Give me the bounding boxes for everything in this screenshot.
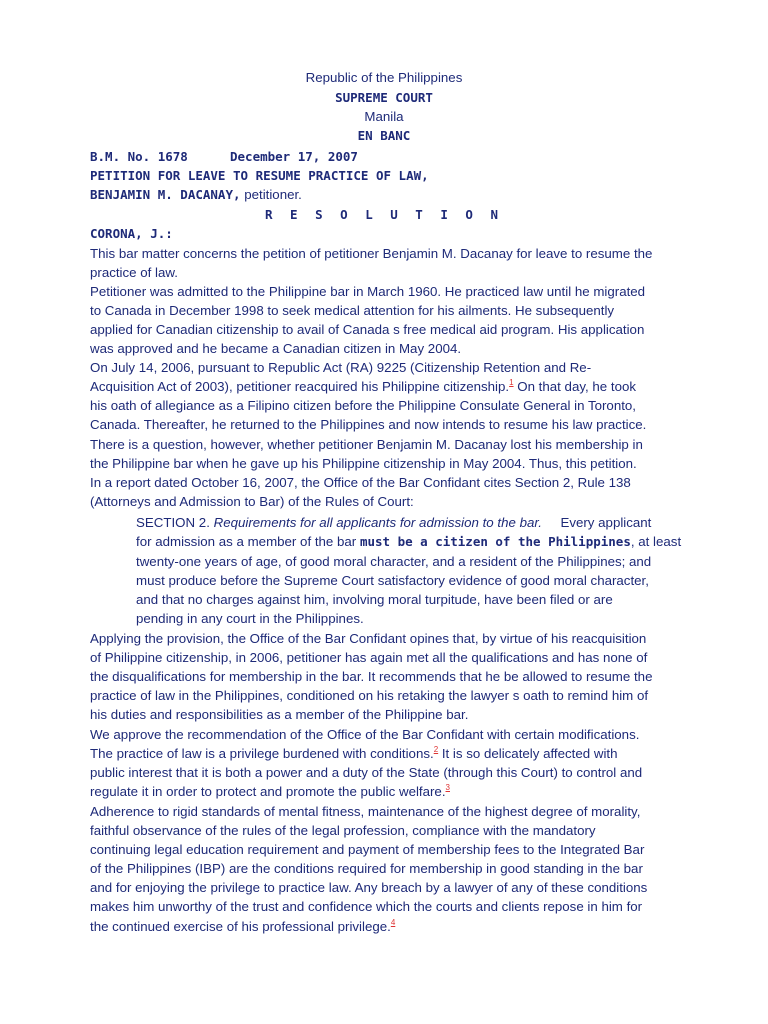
paragraph-line: practice of law. xyxy=(90,265,178,280)
paragraph-line: was approved and he became a Canadian citizen in May 2004. xyxy=(90,341,462,356)
footnote-link[interactable]: 4 xyxy=(390,918,396,927)
quote-line: twenty-one years of age, of good moral character, and a resident of the Philippines; and xyxy=(136,554,652,569)
text-span: , at least xyxy=(630,534,682,549)
resolution-heading: R E S O L U T I O N xyxy=(265,207,503,222)
text-span: Every applicant xyxy=(542,515,652,530)
paragraph-line xyxy=(90,782,450,801)
quote-line xyxy=(136,513,651,532)
paragraph-line: faithful observance of the rules of the legal profession, compliance with the mandatory xyxy=(90,823,596,838)
text-span: for admission as a member of the bar xyxy=(136,534,360,549)
ponente: CORONA, J.: xyxy=(90,226,173,241)
paragraph-line: In a report dated October 16, 2007, the Office of the Bar Confidant cites Section 2, Rule 138 xyxy=(90,475,631,490)
paragraph-line: of Philippine citizenship, in 2006, petitioner has again met all the qualifications and has none of xyxy=(90,650,648,665)
paragraph-line: We approve the recommendation of the Office of the Bar Confidant with certain modifications. xyxy=(90,727,640,742)
footnote-link[interactable]: 3 xyxy=(445,783,450,792)
paragraph-line xyxy=(90,917,395,936)
text-span: regulate it in order to protect and promote the public welfare. xyxy=(90,784,446,799)
quote-line xyxy=(136,532,681,551)
paragraph-line: Petitioner was admitted to the Philippine bar in March 1960. He practiced law until he migrated xyxy=(90,284,646,299)
paragraph-line: Applying the provision, the Office of the Bar Confidant opines that, by virtue of his reacquisition xyxy=(90,631,647,646)
paragraph-line: of the Philippines (IBP) are the conditions required for membership in good standing in the bar xyxy=(90,861,643,876)
emphasis-text: must be a citizen of the Philippines xyxy=(359,534,631,549)
petitioner-role: petitioner. xyxy=(240,187,302,202)
text-span: On that day, he took xyxy=(513,379,637,394)
petitioner-name: BENJAMIN M. DACANAY, xyxy=(90,187,241,202)
paragraph-line: (Attorneys and Admission to Bar) of the Rules of Court: xyxy=(90,494,414,509)
case-number: B.M. No. 1678 xyxy=(90,149,188,164)
footnote-link[interactable]: 2 xyxy=(433,745,439,754)
paragraph-line: practice of law in the Philippines, conditioned on his retaking the lawyer s oath to remind him of xyxy=(90,688,649,703)
paragraph-line: and for enjoying the privilege to practice law. Any breach by a lawyer of any of these conditions xyxy=(90,880,648,895)
paragraph-line: On July 14, 2006, pursuant to Republic Act (RA) 9225 (Citizenship Retention and Re- xyxy=(90,360,592,375)
court-name: SUPREME COURT xyxy=(335,90,433,105)
paragraph-line: Adherence to rigid standards of mental fitness, maintenance of the highest degree of morality, xyxy=(90,804,641,819)
section-heading: Requirements for all applicants for admission to the bar. xyxy=(213,515,542,530)
paragraph-line: makes him unworthy of the trust and confidence which the courts and clients repose in him for xyxy=(90,899,643,914)
paragraph-line: his oath of allegiance as a Filipino citizen before the Philippine Consulate General in Toronto, xyxy=(90,398,637,413)
quote-line: must produce before the Supreme Court satisfactory evidence of good moral character, xyxy=(136,573,649,588)
quote-line: and that no charges against him, involving moral turpitude, have been filed or are xyxy=(136,592,613,607)
text-span: It is so delicately affected with xyxy=(438,746,618,761)
footnote-link[interactable]: 1 xyxy=(509,378,514,387)
paragraph-line: There is a question, however, whether petitioner Benjamin M. Dacanay lost his membership in xyxy=(90,437,643,452)
petitioner-line xyxy=(90,185,302,204)
paragraph-line: the disqualifications for membership in the bar. It recommends that he be allowed to resume the xyxy=(90,669,653,684)
section-label: SECTION 2. xyxy=(136,515,214,530)
republic-line: Republic of the Philippines xyxy=(305,70,463,85)
case-title: PETITION FOR LEAVE TO RESUME PRACTICE OF LAW, xyxy=(90,168,429,183)
quote-line: pending in any court in the Philippines. xyxy=(136,611,364,626)
text-span: the continued exercise of his professional privilege. xyxy=(90,919,391,934)
paragraph-line: continuing legal education requirement and payment of membership fees to the Integrated Bar xyxy=(90,842,645,857)
paragraph-line: his duties and responsibilities as a member of the Philippine bar. xyxy=(90,707,469,722)
paragraph-line: Canada. Thereafter, he returned to the Philippines and now intends to resume his law practice. xyxy=(90,417,647,432)
paragraph-line: applied for Canadian citizenship to avail of Canada s free medical aid program. His application xyxy=(90,322,645,337)
text-span: Acquisition Act of 2003), petitioner reacquired his Philippine citizenship. xyxy=(90,379,510,394)
paragraph-line xyxy=(90,744,618,763)
court-division: EN BANC xyxy=(357,128,411,143)
paragraph-line: public interest that it is both a power and a duty of the State (through this Court) to control and xyxy=(90,765,643,780)
paragraph-line: the Philippine bar when he gave up his Philippine citizenship in May 2004. Thus, this petition. xyxy=(90,456,637,471)
paragraph-line: to Canada in December 1998 to seek medical attention for his ailments. He subsequently xyxy=(90,303,615,318)
court-city: Manila xyxy=(364,109,404,124)
case-date: December 17, 2007 xyxy=(230,149,358,164)
paragraph-line: This bar matter concerns the petition of petitioner Benjamin M. Dacanay for leave to resume the xyxy=(90,246,653,261)
text-span: The practice of law is a privilege burdened with conditions. xyxy=(90,746,434,761)
paragraph-line xyxy=(90,377,636,396)
